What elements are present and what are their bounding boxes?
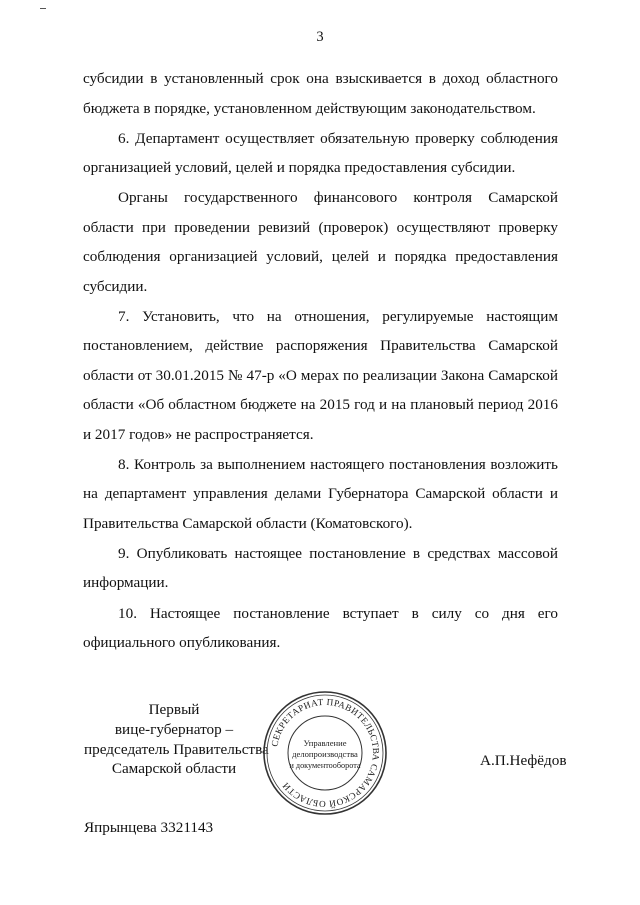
executor-contact: Япрынцева 3321143 [84, 819, 214, 836]
scan-mark [40, 8, 46, 9]
stamp-inner-line: и документооборота [289, 761, 361, 770]
signatory-name: А.П.Нефёдов [480, 752, 567, 769]
signatory-position-line: председатель Правительства [84, 740, 269, 758]
paragraph-item-6: 6. Департамент осуществляет обязательную проверку соблюдения организацией условий, целей и порядка предоставления субсидии. [83, 129, 558, 177]
official-stamp [260, 688, 390, 818]
signatory-position-line: Первый [148, 701, 200, 718]
stamp-ring-text: СЕКРЕТАРИАТ ПРАВИТЕЛЬСТВА САМАРСКОЙ ОБЛАСТИ [269, 696, 382, 810]
page-number: 3 [316, 29, 324, 45]
paragraph-control-bodies: Органы государственного финансового контроля Самарской области при проведении ревизий (проверок) осуществляют проверку соблюдения организацией условий, целей и порядка предоставления субсидии. [83, 189, 558, 295]
paragraph-continuation: субсидии в установленный срок она взыскивается в доход областного бюджета в порядке, установленном действующим законодательством. [83, 70, 558, 117]
signatory-position [84, 700, 269, 779]
stamp-inner-line: Управление [303, 738, 347, 748]
paragraph-item-9: 9. Опубликовать настоящее постановление в средствах массовой информации. [83, 544, 558, 592]
document-body [83, 64, 558, 658]
stamp-inner-line: делопроизводства [292, 749, 358, 759]
signatory-position-line: вице-губернатор – [114, 720, 234, 738]
signatory-position-line: Самарской области [111, 760, 237, 778]
paragraph-item-10: 10. Настоящее постановление вступает в силу со дня его официального опубликования. [83, 604, 558, 652]
paragraph-item-7: 7. Установить, что на отношения, регулируемые настоящим постановлением, действие распоряжения Правительства Самарской области от 30.01.2015 № 47-р «О мерах по реализации Закона Самарской области «Об областном бюджете на 2015 год и на плановый период 2016 и 2017 годов» не распространяется. [83, 307, 558, 443]
paragraph-item-8: 8. Контроль за выполнением настоящего постановления возложить на департамент управления делами Губернатора Самарской области и Правительства Самарской области (Коматовского). [83, 455, 558, 532]
